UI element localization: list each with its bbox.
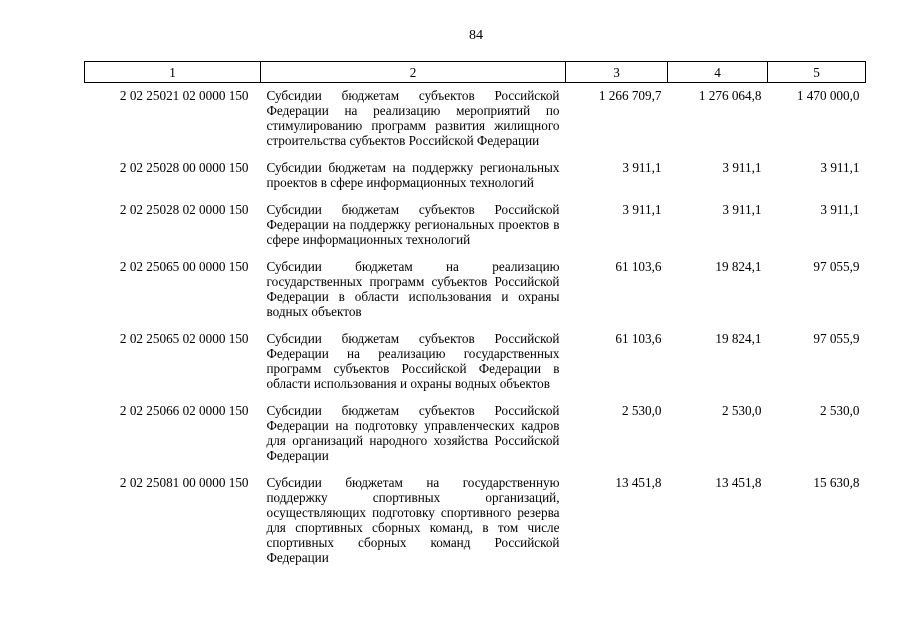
amount-col5: 1 470 000,0 xyxy=(796,88,860,103)
page-number: 84 xyxy=(469,28,483,43)
amount-col3: 3 911,1 xyxy=(622,202,662,217)
amount-col5: 97 055,9 xyxy=(813,331,860,346)
item-description: Субсидии бюджетам субъектов Российской Федерации на подготовку управленческих кадров для организаций народного хозяйства Российской Федерации xyxy=(266,403,560,463)
amount-col3: 2 530,0 xyxy=(621,403,662,418)
item-description: Субсидии бюджетам субъектов Российской Федерации на поддержку региональных проектов в сфере информационных технологий xyxy=(266,202,560,247)
item-description: Субсидии бюджетам субъектов Российской Федерации на реализацию государственных программ субъектов Российской Федерации в области использования и охраны водных объектов xyxy=(266,331,560,391)
amount-col5: 97 055,9 xyxy=(813,259,860,274)
table-row xyxy=(85,470,866,572)
budget-code: 2 02 25081 00 0000 150 xyxy=(119,475,249,490)
amount-col5: 3 911,1 xyxy=(820,202,860,217)
amount-col4: 2 530,0 xyxy=(721,403,762,418)
table-row xyxy=(85,254,866,326)
amount-col4: 13 451,8 xyxy=(715,475,762,490)
amount-col3: 61 103,6 xyxy=(615,259,662,274)
amount-col4: 19 824,1 xyxy=(715,259,762,274)
budget-code: 2 02 25028 02 0000 150 xyxy=(119,202,249,217)
amount-col5: 2 530,0 xyxy=(819,403,860,418)
column-header-4: 4 xyxy=(668,62,768,83)
budget-code: 2 02 25065 00 0000 150 xyxy=(119,259,249,274)
table-row xyxy=(85,83,866,156)
budget-code: 2 02 25028 00 0000 150 xyxy=(119,160,249,175)
budget-table xyxy=(84,61,866,572)
column-header-2: 2 xyxy=(261,62,566,83)
amount-col5: 3 911,1 xyxy=(820,160,860,175)
amount-col5: 15 630,8 xyxy=(813,475,860,490)
amount-col4: 3 911,1 xyxy=(722,202,762,217)
table-header-row xyxy=(85,62,866,83)
amount-col3: 1 266 709,7 xyxy=(598,88,662,103)
budget-code: 2 02 25065 02 0000 150 xyxy=(119,331,249,346)
amount-col3: 3 911,1 xyxy=(622,160,662,175)
table-row xyxy=(85,155,866,197)
item-description: Субсидии бюджетам субъектов Российской Федерации на реализацию мероприятий по стимулированию программ развития жилищного строительства субъектов Российской Федерации xyxy=(266,88,560,148)
budget-code: 2 02 25066 02 0000 150 xyxy=(119,403,249,418)
column-header-5: 5 xyxy=(768,62,866,83)
budget-code: 2 02 25021 02 0000 150 xyxy=(119,88,249,103)
amount-col4: 19 824,1 xyxy=(715,331,762,346)
item-description: Субсидии бюджетам на реализацию государственных программ субъектов Российской Федерации в области использования и охраны водных объектов xyxy=(266,259,560,319)
amount-col4: 1 276 064,8 xyxy=(698,88,762,103)
amount-col3: 61 103,6 xyxy=(615,331,662,346)
item-description: Субсидии бюджетам на поддержку региональных проектов в сфере информационных технологий xyxy=(266,160,560,190)
table-row xyxy=(85,197,866,254)
column-header-3: 3 xyxy=(566,62,668,83)
column-header-1: 1 xyxy=(85,62,261,83)
amount-col3: 13 451,8 xyxy=(615,475,662,490)
table-row xyxy=(85,398,866,470)
amount-col4: 3 911,1 xyxy=(722,160,762,175)
table-row xyxy=(85,326,866,398)
item-description: Субсидии бюджетам на государственную поддержку спортивных организаций, осуществляющих подготовку спортивного резерва для спортивных сборных команд, в том числе спортивных сборных команд Российской Федерации xyxy=(266,475,560,565)
